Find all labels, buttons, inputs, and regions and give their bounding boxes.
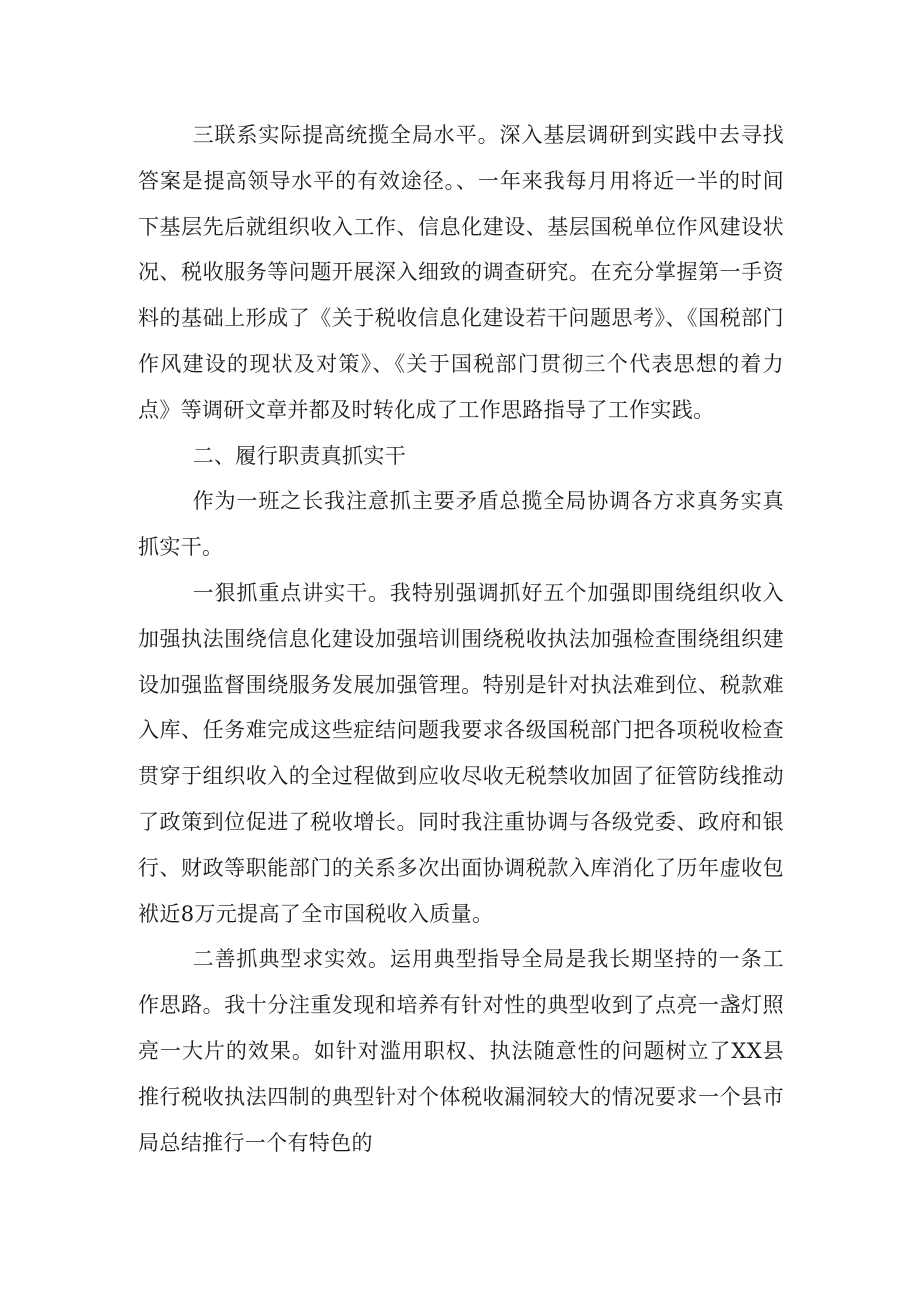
paragraph-models: 二善抓典型求实效。运用典型指导全局是我长期坚持的一条工作思路。我十分注重发现和培养有针对性的典型收到了点亮一盏灯照亮一大片的效果。如针对滥用职权、执法随意性的问题树立了XX县推行税收执法四制的典型针对个体税收漏洞较大的情况要求一个县市局总结推行一个有特色的 [138,947,784,1155]
paragraph-intro: 作为一班之长我注意抓主要矛盾总揽全局协调各方求真务实真抓实干。 [138,489,784,560]
section-heading: 二、履行职责真抓实干 [192,443,407,468]
paragraph-research: 三联系实际提高统揽全局水平。深入基层调研到实践中去寻找答案是提高领导水平的有效途径。、一年来我每月用将近一半的时间下基层先后就组织收入工作、信息化建设、基层国税单位作风建设状况、税收服务等问题开展深入细致的调查研究。在充分掌握第一手资料的基础上形成了《关于税收信息化建设若干问题思考》、《国税部门作风建设的现状及对策》、《关于国税部门贯彻三个代表思想的着力点》等调研文章并都及时转化成了工作思路指导了工作实践。 [138,123,784,422]
paragraph-focus: 一狠抓重点讲实干。我特别强调抓好五个加强即围绕组织收入加强执法围绕信息化建设加强培训围绕税收执法加强检查围绕组织建设加强监督围绕服务发展加强管理。特别是针对执法难到位、税款难入库、任务难完成这些症结问题我要求各级国税部门把各项税收检查贯穿于组织收入的全过程做到应收尽收无税禁收加固了征管防线推动了政策到位促进了税收增长。同时我注重协调与各级党委、政府和银行、财政等职能部门的关系多次出面协调税款入库消化了历年虚收包袱近8万元提高了全市国税收入质量。 [138,580,784,926]
document-body [138,113,784,1166]
